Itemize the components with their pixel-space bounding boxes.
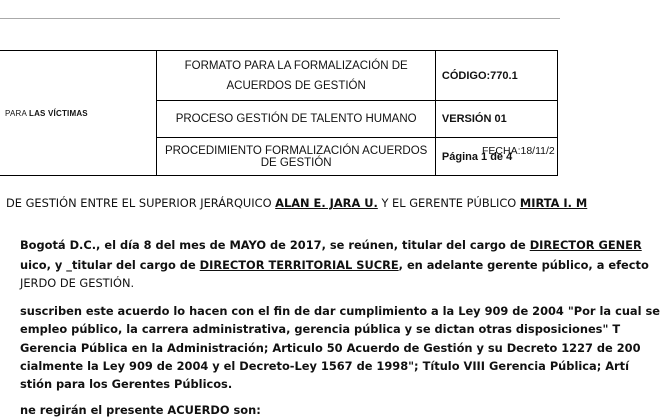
paragraph1-line1 [20, 238, 642, 252]
code-label: CÓDIGO:770.1 [441, 69, 518, 82]
paragraph1-line3: JERDO DE GESTIÓN. [20, 276, 135, 290]
paragraph3-line1: ne regirán el presente ACUERDO son: [20, 403, 261, 417]
code-cell [435, 51, 557, 101]
paragraph2-line3: Gerencia Pública en la Administración; Articulo 50 Acuerdo de Gestión y su Decreto 1227 de 200 [20, 341, 641, 355]
logo-prefix: PARA [5, 108, 29, 118]
version-label: VERSIÓN 01 [441, 113, 507, 125]
heading-text-b: Y EL GERENTE PÚBLICO [377, 196, 520, 210]
page-number: Página 1 de 4 [441, 150, 513, 163]
format-title-cell [157, 51, 435, 101]
process-title: PROCESO GESTIÓN DE TALENTO HUMANO [157, 101, 435, 138]
format-title-line2: ACUERDOS DE GESTIÓN [226, 79, 366, 92]
logo-bold-text: LAS VÍCTIMAS [28, 108, 88, 118]
p1-role-manager: DIRECTOR TERRITORIAL SUCRE [199, 258, 399, 272]
paragraph2-line4: cialmente la Ley 909 de 2004 y el Decreto-Ley 1567 de 1998"; Título VIII Gerencia Pública; Artí [20, 359, 629, 373]
heading-text-a: DE GESTIÓN ENTRE EL SUPERIOR JERÁRQUICO [6, 196, 276, 210]
paragraph2-line2: empleo público, la carrera administrativa, gerencia pública y se dictan otras disposiciones" T [20, 322, 621, 336]
p1-text2: uico, y _titular del cargo de [20, 258, 200, 272]
p1-text: Bogotá D.C., el día 8 del mes de MAYO de 2017, se reúnen, titular del cargo de [20, 238, 530, 252]
procedure-title: PROCEDIMIENTO FORMALIZACIÓN ACUERDOS DE GESTIÓN [157, 138, 435, 176]
document-header-table [0, 50, 558, 176]
logo-cell [0, 51, 157, 176]
superior-name: ALAN E. JARA U. [275, 196, 378, 210]
top-divider [0, 18, 560, 19]
manager-name: MIRTA I. M [519, 196, 588, 210]
date-label: FECHA:18/11/2 [482, 145, 555, 157]
logo [0, 109, 156, 118]
paragraph2-line1: suscriben este acuerdo lo hacen con el fin de dar cumplimiento a la Ley 909 de 2004 "Por la cual se [20, 304, 660, 318]
agreement-heading [6, 196, 587, 210]
p1-role-superior: DIRECTOR GENER [529, 238, 642, 252]
p1-text3: , en adelante gerente público, a efecto [398, 258, 649, 272]
paragraph1-line2 [20, 258, 649, 272]
paragraph2-line5: stión para los Gerentes Públicos. [20, 377, 233, 391]
format-title-line1: FORMATO PARA LA FORMALIZACIÓN DE [184, 59, 408, 72]
version-cell [435, 101, 557, 138]
